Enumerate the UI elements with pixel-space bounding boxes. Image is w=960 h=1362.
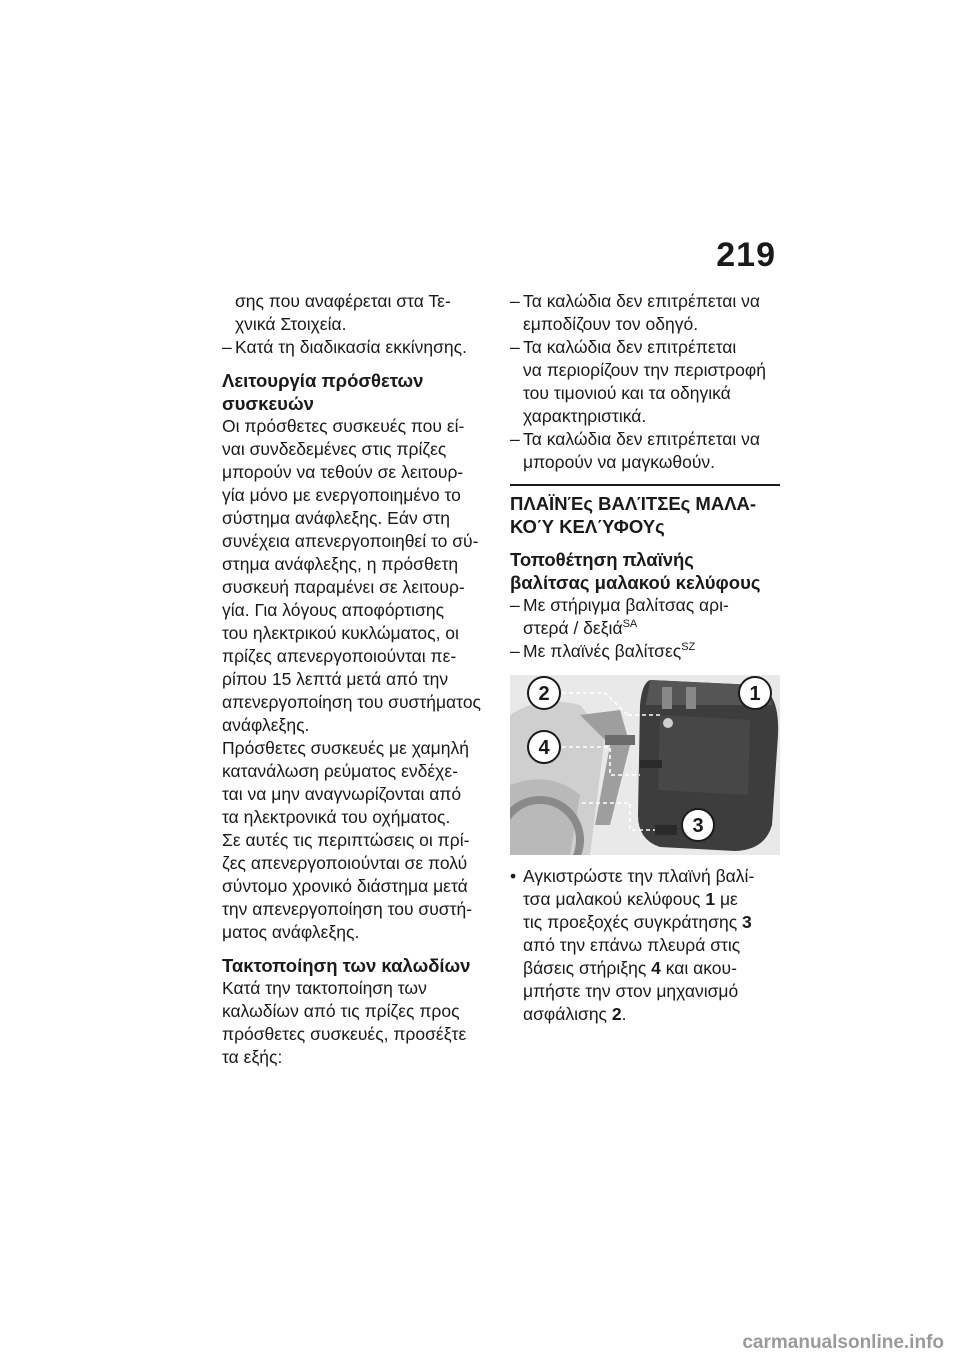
paragraph-cable-routing: Κατά την τακτοποίηση των καλωδίων από τις πρίζες προς πρόσθετες συσκευές, προσέξτε τα εξής: [222, 978, 467, 1067]
option-item: – Με στήριγμα βαλίτσας αρι- στερά / δεξιά$^{SA}$ [510, 595, 729, 638]
heading-accessory-operation [222, 369, 492, 415]
continued-text [222, 290, 492, 336]
svg-text:4: 4 [538, 737, 550, 759]
callout-4 [528, 731, 560, 763]
dash-item [222, 336, 492, 359]
text-line: σης που αναφέρεται στα Τε- [235, 291, 451, 311]
callout-3 [682, 809, 714, 841]
watermark-footer: carmanualsonline.info [742, 1332, 944, 1353]
heading-cable-routing: Τακτοποίηση των καλωδίων [222, 955, 471, 976]
dash-item-text: Κατά τη διαδικασία εκκίνησης. [235, 337, 467, 357]
page-number: 219 [716, 236, 776, 274]
svg-text:1: 1 [749, 683, 761, 705]
dash-item: – Τα καλώδια δεν επιτρέπεται να περιορίζουν την περιστροφή του τιμονιού και τα οδηγικά χαρακτηριστικά. [510, 337, 766, 426]
instruction-bullet: • Αγκιστρώστε την πλαϊνή βαλί- τσα μαλακού κελύφους 1 με τις προεξοχές συγκράτησης 3 από την επάνω πλευρά στις βάσεις στήριξης 4 και ακου- μπήστε την στον μηχανισμό ασφάλισης 2. [510, 866, 755, 1024]
heading-line: Λειτουργία πρόσθετων [222, 370, 424, 391]
pannier-drawing [510, 675, 780, 855]
text-line: χνικά Στοιχεία. [235, 314, 347, 334]
ref-number: 3 [742, 912, 752, 932]
ref-number: 4 [651, 958, 661, 978]
callout-2 [528, 677, 560, 709]
dash-marker: – [510, 291, 520, 311]
svg-text:2: 2 [538, 683, 550, 705]
right-column [510, 290, 780, 1026]
paragraph-accessory-1: Οι πρόσθετες συσκευές που εί- ναι συνδεδεμένες στις πρίζες μπορούν να τεθούν σε λειτουρ- γία μόνο με ενεργοποιημένο το σύστημα ανάφλεξης. Εάν στη συνέχεια απενεργοποιηθεί το σύ- στημα ανάφλεξης, η πρόσθετη συσκευή παραμένει σε λειτουρ- γία. Για λόγους αποφόρτισης του ηλεκτρικού κυκλώματος, οι πρίζες απενεργοποιούνται πε- ρίπου 15 λεπτά μετά από την απενεργοποίηση του συστήματος ανάφλεξης. [222, 416, 481, 735]
paragraph-accessory-2: Πρόσθετες συσκευές με χαμηλή κατανάλωση ρεύματος ενδέχε- ται να μην αναγνωρίζονται από τα ηλεκτρονικά του οχήματος. Σε αυτές τις περιπτώσεις οι πρί- ζες απενεργοποιούνται σε πολύ σύντομο χρονικό διάστημα μετά την απενεργοποίηση του συστή- ματος ανάφλεξης. [222, 738, 473, 942]
dash-marker: – [510, 337, 520, 357]
pannier-illustration [510, 675, 780, 855]
ref-number: 2 [611, 1004, 622, 1024]
dash-item: – Τα καλώδια δεν επιτρέπεται να εμποδίζουν τον οδηγό. [510, 291, 761, 334]
ref-number: 1 [705, 889, 716, 909]
dash-marker: – [222, 337, 232, 357]
section-title: ΠΛΑΪΝΈς ΒΑΛΊΤΣΕς ΜΑΛΑ- ΚΟΎ ΚΕΛΎΦΟΥς [510, 493, 757, 537]
heading-line: συσκευών [222, 393, 314, 414]
option-code: SZ [681, 641, 696, 653]
dash-item: – Τα καλώδια δεν επιτρέπεται να μπορούν να μαγκωθούν. [510, 429, 761, 472]
dash-marker: – [510, 641, 520, 661]
dash-marker: – [510, 429, 520, 449]
bullet-marker: • [510, 866, 517, 886]
dash-marker: – [510, 595, 520, 615]
callout-1 [739, 677, 771, 709]
svg-text:3: 3 [692, 815, 704, 837]
option-item: – Με πλαϊνές βαλίτσες$^{SZ}$ [510, 641, 696, 661]
subsection-title: Τοποθέτηση πλαϊνής βαλίτσας μαλακού κελύφους [510, 549, 761, 593]
left-column [222, 290, 492, 1069]
option-code: SA [622, 618, 638, 630]
